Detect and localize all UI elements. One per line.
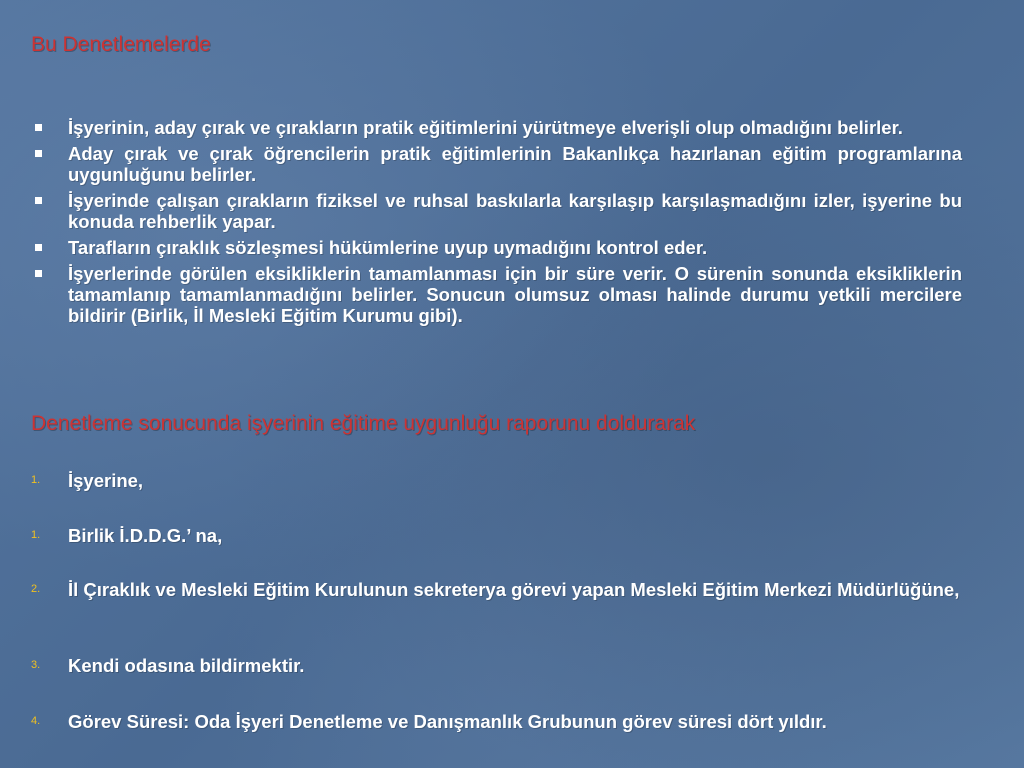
square-bullet-icon	[35, 244, 42, 251]
numbered-text: Görev Süresi: Oda İşyeri Denetleme ve Danışmanlık Grubunun görev süresi dört yıldır.	[68, 711, 827, 732]
bullet-text: İşyerinin, aday çırak ve çırakların pratik eğitimlerini yürütmeye elverişli olup olmadığını belirler.	[68, 117, 903, 138]
number-marker: 3.	[31, 659, 41, 671]
bullet-text: İşyerinde çalışan çırakların fiziksel ve ruhsal baskılarla karşılaşıp karşılaşmadığını izler, işyerine bu konuda rehberlik yapar.	[68, 190, 962, 232]
number-marker: 1.	[31, 529, 41, 541]
numbered-text: Birlik İ.D.D.G.’ na,	[68, 525, 223, 546]
square-bullet-icon	[35, 124, 42, 131]
bullet-item	[0, 190, 962, 232]
bullet-text: Tarafların çıraklık sözleşmesi hükümlerine uyup uymadığını kontrol eder.	[68, 237, 708, 258]
number-marker: 1.	[31, 474, 41, 486]
square-bullet-icon	[35, 270, 42, 277]
numbered-text: İl Çıraklık ve Mesleki Eğitim Kurulunun sekreterya görevi yapan Mesleki Eğitim Merkezi Müdürlüğüne,	[68, 579, 960, 600]
number-marker: 4.	[31, 715, 41, 727]
bullet-list	[0, 117, 1024, 331]
slide-subtitle: Denetleme sonucunda işyerinin eğitime uygunluğu raporunu doldurarak	[31, 412, 696, 435]
bullet-item	[0, 117, 962, 138]
bullet-item	[0, 143, 962, 185]
square-bullet-icon	[35, 150, 42, 157]
slide-title: Bu Denetlemelerde	[31, 33, 211, 56]
numbered-text: Kendi odasına bildirmektir.	[68, 655, 305, 676]
numbered-text: İşyerine,	[68, 470, 144, 491]
bullet-item	[0, 237, 962, 258]
bullet-item	[0, 263, 962, 326]
number-marker: 2.	[31, 583, 41, 595]
bullet-text: Aday çırak ve çırak öğrencilerin pratik eğitimlerinin Bakanlıkça hazırlanan eğitim programlarına uygunluğunu belirler.	[68, 143, 962, 185]
bullet-text: İşyerlerinde görülen eksikliklerin tamamlanması için bir süre verir. O sürenin sonunda eksikliklerin tamamlanıp tamamlanmadığını belirler. Sonucun olumsuz olması halinde durumu yetkili mercilere bildirir (Birlik, İl Mesleki Eğitim Kurumu gibi).	[68, 263, 962, 326]
square-bullet-icon	[35, 197, 42, 204]
